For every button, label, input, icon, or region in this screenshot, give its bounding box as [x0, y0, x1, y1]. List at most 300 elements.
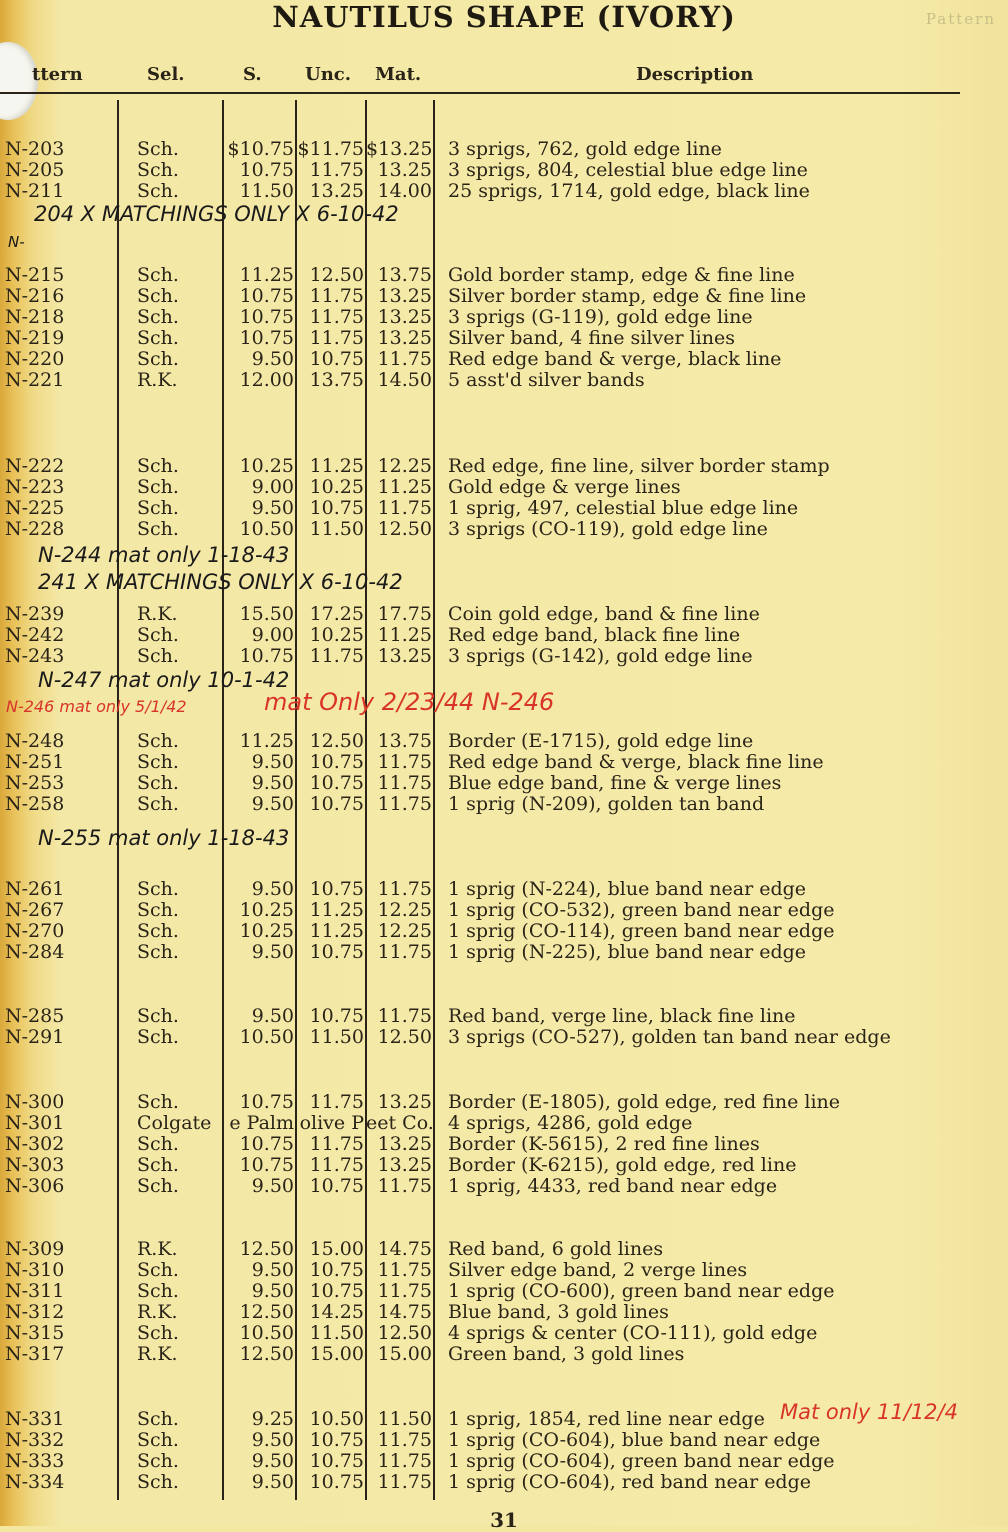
- sel-cell: Sch.: [137, 264, 179, 286]
- sel-cell: Sch.: [137, 772, 179, 794]
- pattern-cell: N-301: [5, 1112, 65, 1134]
- s-price-cell: e Palm: [229, 1112, 294, 1134]
- mat-price-cell: 11.75: [377, 941, 432, 963]
- unc-price-cell: 10.25: [309, 624, 364, 646]
- pattern-cell: N-218: [5, 306, 65, 328]
- pattern-cell: N-228: [5, 518, 65, 540]
- s-price-cell: 9.50: [251, 793, 294, 815]
- unc-price-cell: 10.75: [309, 751, 364, 773]
- sel-cell: R.K.: [137, 1301, 178, 1323]
- unc-price-cell: 11.25: [309, 920, 364, 942]
- table-row: [0, 497, 1000, 519]
- mat-price-cell: 13.25: [377, 645, 432, 667]
- s-price-cell: 9.50: [251, 1259, 294, 1281]
- s-price-cell: 11.50: [239, 180, 294, 202]
- unc-price-cell: 11.75: [309, 1133, 364, 1155]
- sel-cell: R.K.: [137, 603, 178, 625]
- sel-cell: Sch.: [137, 159, 179, 181]
- description-cell: 1 sprig (CO-600), green band near edge: [448, 1280, 835, 1302]
- sel-cell: Sch.: [137, 476, 179, 498]
- unc-price-cell: 11.75: [309, 645, 364, 667]
- sel-cell: Sch.: [137, 180, 179, 202]
- table-row: [0, 455, 1000, 477]
- s-price-cell: 10.75: [239, 1091, 294, 1113]
- bleed-through-header: Pattern: [925, 10, 996, 28]
- mat-price-cell: 14.75: [377, 1238, 432, 1260]
- s-price-cell: 10.75: [239, 327, 294, 349]
- description-cell: Border (E-1715), gold edge line: [448, 730, 754, 752]
- pattern-cell: N-205: [5, 159, 65, 181]
- table-row: [0, 476, 1000, 498]
- description-cell: 1 sprig (CO-532), green band near edge: [448, 899, 835, 921]
- sel-cell: Sch.: [137, 1429, 179, 1451]
- sel-cell: Sch.: [137, 624, 179, 646]
- unc-price-cell: 11.50: [309, 1026, 364, 1048]
- handwritten-note: 241 X MATCHINGS ONLY X 6-10-42: [38, 570, 403, 594]
- description-cell: Red edge band & verge, black fine line: [448, 751, 824, 773]
- s-price-cell: 11.25: [239, 264, 294, 286]
- pattern-cell: N-211: [5, 180, 65, 202]
- description-cell: 3 sprigs, 762, gold edge line: [448, 138, 722, 160]
- unc-price-cell: 10.75: [309, 772, 364, 794]
- unc-price-cell: 10.75: [309, 878, 364, 900]
- table-row: [0, 1471, 1000, 1493]
- table-row: [0, 772, 1000, 794]
- s-price-cell: 10.25: [239, 920, 294, 942]
- sel-cell: Sch.: [137, 751, 179, 773]
- pattern-cell: N-302: [5, 1133, 65, 1155]
- description-cell: 4 sprigs & center (CO-111), gold edge: [448, 1322, 818, 1344]
- header-mat: Mat.: [375, 64, 422, 85]
- pattern-cell: N-251: [5, 751, 65, 773]
- header-sel: Sel.: [147, 64, 185, 85]
- pattern-cell: N-317: [5, 1343, 65, 1365]
- pattern-cell: N-261: [5, 878, 65, 900]
- description-cell: Gold edge & verge lines: [448, 476, 681, 498]
- table-row: [0, 159, 1000, 181]
- unc-price-cell: 10.75: [309, 1450, 364, 1472]
- description-cell: 1 sprig (CO-604), blue band near edge: [448, 1429, 821, 1451]
- header-description: Description: [636, 64, 754, 85]
- s-price-cell: 9.50: [251, 1429, 294, 1451]
- sel-cell: Sch.: [137, 497, 179, 519]
- pattern-cell: N-334: [5, 1471, 65, 1493]
- unc-price-cell: 11.50: [309, 1322, 364, 1344]
- mat-price-cell: 11.75: [377, 751, 432, 773]
- sel-cell: Sch.: [137, 1471, 179, 1493]
- description-cell: 1 sprig (CO-604), red band near edge: [448, 1471, 812, 1493]
- unc-price-cell: 11.75: [309, 306, 364, 328]
- unc-price-cell: 14.25: [309, 1301, 364, 1323]
- mat-price-cell: 11.50: [377, 1408, 432, 1430]
- mat-price-cell: 11.75: [377, 1175, 432, 1197]
- s-price-cell: 9.25: [251, 1408, 294, 1430]
- table-row: [0, 878, 1000, 900]
- mat-price-cell: 14.00: [377, 180, 432, 202]
- table-row: [0, 1175, 1000, 1197]
- table-row: [0, 1005, 1000, 1027]
- s-price-cell: 9.50: [251, 1280, 294, 1302]
- sel-cell: Sch.: [137, 518, 179, 540]
- pattern-cell: N-284: [5, 941, 65, 963]
- description-cell: Coin gold edge, band & fine line: [448, 603, 760, 625]
- unc-price-cell: 15.00: [309, 1238, 364, 1260]
- description-cell: 1 sprig (N-224), blue band near edge: [448, 878, 807, 900]
- sel-cell: Sch.: [137, 793, 179, 815]
- header-s: S.: [243, 64, 262, 85]
- description-cell: Border (K-5615), 2 red fine lines: [448, 1133, 760, 1155]
- table-row: [0, 793, 1000, 815]
- table-row: [0, 645, 1000, 667]
- mat-price-cell: 11.75: [377, 772, 432, 794]
- sel-cell: Sch.: [137, 1322, 179, 1344]
- table-row: [0, 920, 1000, 942]
- pattern-cell: N-242: [5, 624, 65, 646]
- pattern-cell: N-312: [5, 1301, 65, 1323]
- table-row: [0, 306, 1000, 328]
- sel-cell: Sch.: [137, 455, 179, 477]
- s-price-cell: 12.00: [239, 369, 294, 391]
- description-cell: Silver edge band, 2 verge lines: [448, 1259, 748, 1281]
- description-cell: Silver band, 4 fine silver lines: [448, 327, 735, 349]
- table-row: [0, 1450, 1000, 1472]
- mat-price-cell: 11.75: [377, 348, 432, 370]
- description-cell: 1 sprig, 4433, red band near edge: [448, 1175, 778, 1197]
- unc-price-cell: 10.75: [309, 1280, 364, 1302]
- unc-price-cell: 11.75: [309, 327, 364, 349]
- description-cell: 3 sprigs (CO-527), golden tan band near edge: [448, 1026, 891, 1048]
- description-cell: Red edge, fine line, silver border stamp: [448, 455, 830, 477]
- s-price-cell: 10.75: [239, 285, 294, 307]
- pattern-cell: N-220: [5, 348, 65, 370]
- mat-price-cell: 14.50: [377, 369, 432, 391]
- pattern-cell: N-300: [5, 1091, 65, 1113]
- pattern-cell: N-248: [5, 730, 65, 752]
- sel-cell: Sch.: [137, 1091, 179, 1113]
- s-price-cell: $10.75: [227, 138, 294, 160]
- page-number: 31: [490, 1508, 518, 1532]
- sel-cell: Sch.: [137, 1005, 179, 1027]
- pattern-cell: N-203: [5, 138, 65, 160]
- s-price-cell: 10.25: [239, 455, 294, 477]
- description-cell: 3 sprigs (G-119), gold edge line: [448, 306, 753, 328]
- unc-price-cell: 12.50: [309, 264, 364, 286]
- description-cell: Red band, verge line, black fine line: [448, 1005, 796, 1027]
- unc-price-cell: 15.00: [309, 1343, 364, 1365]
- pattern-cell: N-219: [5, 327, 65, 349]
- sel-cell: Sch.: [137, 1259, 179, 1281]
- table-row: [0, 180, 1000, 202]
- sel-cell: Sch.: [137, 1280, 179, 1302]
- sel-cell: Sch.: [137, 1450, 179, 1472]
- handwritten-note: N-255 mat only 1-18-43: [38, 826, 290, 850]
- mat-price-cell: 14.75: [377, 1301, 432, 1323]
- pattern-cell: N-223: [5, 476, 65, 498]
- pattern-cell: N-243: [5, 645, 65, 667]
- page-title: NAUTILUS SHAPE (IVORY): [272, 0, 736, 34]
- unc-price-cell: olive P: [299, 1112, 364, 1134]
- header-rule: [0, 92, 960, 94]
- mat-price-cell: 13.25: [377, 1091, 432, 1113]
- mat-price-cell: 12.50: [377, 518, 432, 540]
- mat-price-cell: 12.25: [377, 455, 432, 477]
- description-cell: 25 sprigs, 1714, gold edge, black line: [448, 180, 810, 202]
- table-row: [0, 1154, 1000, 1176]
- mat-price-cell: 13.25: [377, 1133, 432, 1155]
- table-row: [0, 348, 1000, 370]
- mat-price-cell: eet Co.: [366, 1112, 434, 1134]
- pattern-cell: N-216: [5, 285, 65, 307]
- description-cell: Silver border stamp, edge & fine line: [448, 285, 807, 307]
- mat-price-cell: 11.75: [377, 1471, 432, 1493]
- pattern-cell: N-253: [5, 772, 65, 794]
- handwritten-note: N-244 mat only 1-18-43: [38, 543, 290, 567]
- description-cell: Border (K-6215), gold edge, red line: [448, 1154, 797, 1176]
- sel-cell: Sch.: [137, 138, 179, 160]
- mat-price-cell: 11.75: [377, 1450, 432, 1472]
- sel-cell: Sch.: [137, 645, 179, 667]
- sel-cell: Sch.: [137, 348, 179, 370]
- table-row: [0, 1112, 1000, 1134]
- unc-price-cell: 10.75: [309, 1005, 364, 1027]
- description-cell: Red edge band, black fine line: [448, 624, 741, 646]
- unc-price-cell: 11.25: [309, 899, 364, 921]
- s-price-cell: 9.00: [251, 624, 294, 646]
- table-row: [0, 941, 1000, 963]
- description-cell: 1 sprig, 497, celestial blue edge line: [448, 497, 799, 519]
- description-cell: 1 sprig (CO-604), green band near edge: [448, 1450, 835, 1472]
- unc-price-cell: 10.75: [309, 793, 364, 815]
- handwritten-note: 204 X MATCHINGS ONLY X 6-10-42: [34, 202, 399, 226]
- description-cell: Red band, 6 gold lines: [448, 1238, 664, 1260]
- description-cell: Blue edge band, fine & verge lines: [448, 772, 782, 794]
- sel-cell: Sch.: [137, 899, 179, 921]
- unc-price-cell: 11.75: [309, 1154, 364, 1176]
- table-row: [0, 264, 1000, 286]
- table-row: [0, 138, 1000, 160]
- pattern-cell: N-333: [5, 1450, 65, 1472]
- table-row: [0, 624, 1000, 646]
- s-price-cell: 9.50: [251, 1005, 294, 1027]
- sel-cell: Sch.: [137, 306, 179, 328]
- description-cell: 4 sprigs, 4286, gold edge: [448, 1112, 693, 1134]
- s-price-cell: 10.50: [239, 1322, 294, 1344]
- mat-price-cell: 11.75: [377, 878, 432, 900]
- pattern-cell: N-270: [5, 920, 65, 942]
- description-cell: 1 sprig (N-209), golden tan band: [448, 793, 765, 815]
- unc-price-cell: 11.25: [309, 455, 364, 477]
- handwritten-note-red: N-246 mat only 5/1/42: [6, 697, 187, 716]
- table-row: [0, 1301, 1000, 1323]
- mat-price-cell: 11.75: [377, 1280, 432, 1302]
- table-row: [0, 603, 1000, 625]
- sel-cell: Sch.: [137, 1026, 179, 1048]
- s-price-cell: 12.50: [239, 1238, 294, 1260]
- table-row: [0, 1133, 1000, 1155]
- pattern-cell: N-222: [5, 455, 65, 477]
- mat-price-cell: 11.75: [377, 497, 432, 519]
- unc-price-cell: 10.25: [309, 476, 364, 498]
- description-cell: Blue band, 3 gold lines: [448, 1301, 669, 1323]
- sel-cell: Sch.: [137, 1408, 179, 1430]
- sel-cell: R.K.: [137, 369, 178, 391]
- mat-price-cell: 13.25: [377, 1154, 432, 1176]
- mat-price-cell: 15.00: [377, 1343, 432, 1365]
- pattern-cell: N-315: [5, 1322, 65, 1344]
- s-price-cell: 15.50: [239, 603, 294, 625]
- pattern-cell: N-306: [5, 1175, 65, 1197]
- unc-price-cell: 10.75: [309, 941, 364, 963]
- table-row: [0, 730, 1000, 752]
- s-price-cell: 9.50: [251, 941, 294, 963]
- unc-price-cell: 11.75: [309, 159, 364, 181]
- s-price-cell: 9.50: [251, 1175, 294, 1197]
- sel-cell: Sch.: [137, 285, 179, 307]
- description-cell: 5 asst'd silver bands: [448, 369, 645, 391]
- s-price-cell: 10.25: [239, 899, 294, 921]
- description-cell: 1 sprig (N-225), blue band near edge: [448, 941, 807, 963]
- table-row: [0, 1259, 1000, 1281]
- handwritten-note-red: Mat only 11/12/4: [780, 1400, 958, 1424]
- sel-cell: R.K.: [137, 1343, 178, 1365]
- s-price-cell: 9.00: [251, 476, 294, 498]
- table-row: [0, 1238, 1000, 1260]
- table-row: [0, 751, 1000, 773]
- description-cell: 3 sprigs (G-142), gold edge line: [448, 645, 753, 667]
- unc-price-cell: 13.75: [309, 369, 364, 391]
- mat-price-cell: 12.50: [377, 1026, 432, 1048]
- mat-price-cell: 11.75: [377, 1005, 432, 1027]
- s-price-cell: 10.50: [239, 518, 294, 540]
- handwritten-note: N-: [8, 233, 25, 251]
- table-row: [0, 899, 1000, 921]
- s-price-cell: 10.50: [239, 1026, 294, 1048]
- table-row: [0, 1091, 1000, 1113]
- pattern-cell: N-303: [5, 1154, 65, 1176]
- unc-price-cell: 11.50: [309, 518, 364, 540]
- s-price-cell: 9.50: [251, 772, 294, 794]
- header-pattern: ttern: [32, 64, 83, 85]
- pattern-cell: N-258: [5, 793, 65, 815]
- pattern-cell: N-331: [5, 1408, 65, 1430]
- unc-price-cell: 10.75: [309, 348, 364, 370]
- description-cell: 1 sprig, 1854, red line near edge: [448, 1408, 765, 1430]
- sel-cell: Sch.: [137, 878, 179, 900]
- pattern-cell: N-310: [5, 1259, 65, 1281]
- pattern-cell: N-285: [5, 1005, 65, 1027]
- pattern-cell: N-311: [5, 1280, 65, 1302]
- unc-price-cell: 10.75: [309, 1471, 364, 1493]
- mat-price-cell: 13.75: [377, 730, 432, 752]
- s-price-cell: 10.75: [239, 159, 294, 181]
- pattern-cell: N-239: [5, 603, 65, 625]
- mat-price-cell: 13.25: [377, 306, 432, 328]
- pattern-cell: N-309: [5, 1238, 65, 1260]
- s-price-cell: 12.50: [239, 1301, 294, 1323]
- unc-price-cell: 10.75: [309, 1429, 364, 1451]
- s-price-cell: 9.50: [251, 751, 294, 773]
- mat-price-cell: 11.75: [377, 1259, 432, 1281]
- table-row: [0, 1429, 1000, 1451]
- s-price-cell: 10.75: [239, 306, 294, 328]
- description-cell: Gold border stamp, edge & fine line: [448, 264, 795, 286]
- mat-price-cell: 12.50: [377, 1322, 432, 1344]
- mat-price-cell: 13.25: [377, 285, 432, 307]
- mat-price-cell: 12.25: [377, 899, 432, 921]
- sel-cell: R.K.: [137, 1238, 178, 1260]
- table-row: [0, 369, 1000, 391]
- s-price-cell: 9.50: [251, 497, 294, 519]
- pattern-cell: N-291: [5, 1026, 65, 1048]
- unc-price-cell: 17.25: [309, 603, 364, 625]
- pattern-cell: N-225: [5, 497, 65, 519]
- s-price-cell: 9.50: [251, 1471, 294, 1493]
- table-row: [0, 1343, 1000, 1365]
- description-cell: Border (E-1805), gold edge, red fine line: [448, 1091, 841, 1113]
- table-row: [0, 518, 1000, 540]
- sel-cell: Sch.: [137, 327, 179, 349]
- mat-price-cell: 11.75: [377, 1429, 432, 1451]
- pattern-cell: N-332: [5, 1429, 65, 1451]
- description-cell: Red edge band & verge, black line: [448, 348, 782, 370]
- mat-price-cell: 11.25: [377, 476, 432, 498]
- handwritten-note-red: mat Only 2/23/44 N-246: [264, 688, 555, 716]
- s-price-cell: 10.75: [239, 1154, 294, 1176]
- unc-price-cell: 10.75: [309, 1175, 364, 1197]
- mat-price-cell: $13.25: [366, 138, 433, 160]
- handwritten-note: N-247 mat only 10-1-42: [38, 668, 290, 692]
- s-price-cell: 9.50: [251, 878, 294, 900]
- s-price-cell: 10.75: [239, 1133, 294, 1155]
- mat-price-cell: 12.25: [377, 920, 432, 942]
- s-price-cell: 12.50: [239, 1343, 294, 1365]
- sel-cell: Sch.: [137, 1133, 179, 1155]
- s-price-cell: 9.50: [251, 348, 294, 370]
- mat-price-cell: 13.25: [377, 159, 432, 181]
- s-price-cell: 9.50: [251, 1450, 294, 1472]
- header-unc: Unc.: [305, 64, 352, 85]
- unc-price-cell: $11.75: [297, 138, 364, 160]
- mat-price-cell: 13.75: [377, 264, 432, 286]
- mat-price-cell: 13.25: [377, 327, 432, 349]
- table-row: [0, 327, 1000, 349]
- unc-price-cell: 13.25: [309, 180, 364, 202]
- description-cell: 1 sprig (CO-114), green band near edge: [448, 920, 835, 942]
- unc-price-cell: 11.75: [309, 1091, 364, 1113]
- unc-price-cell: 11.75: [309, 285, 364, 307]
- table-row: [0, 285, 1000, 307]
- pattern-cell: N-221: [5, 369, 65, 391]
- sel-cell: Sch.: [137, 920, 179, 942]
- unc-price-cell: 12.50: [309, 730, 364, 752]
- s-price-cell: 11.25: [239, 730, 294, 752]
- unc-price-cell: 10.50: [309, 1408, 364, 1430]
- mat-price-cell: 11.25: [377, 624, 432, 646]
- unc-price-cell: 10.75: [309, 497, 364, 519]
- sel-cell: Sch.: [137, 1154, 179, 1176]
- mat-price-cell: 17.75: [377, 603, 432, 625]
- sel-cell: Sch.: [137, 1175, 179, 1197]
- description-cell: 3 sprigs, 804, celestial blue edge line: [448, 159, 808, 181]
- pattern-cell: N-215: [5, 264, 65, 286]
- sel-cell: Colgate: [137, 1112, 212, 1134]
- unc-price-cell: 10.75: [309, 1259, 364, 1281]
- description-cell: 3 sprigs (CO-119), gold edge line: [448, 518, 768, 540]
- table-row: [0, 1280, 1000, 1302]
- s-price-cell: 10.75: [239, 645, 294, 667]
- table-row: [0, 1322, 1000, 1344]
- pattern-cell: N-267: [5, 899, 65, 921]
